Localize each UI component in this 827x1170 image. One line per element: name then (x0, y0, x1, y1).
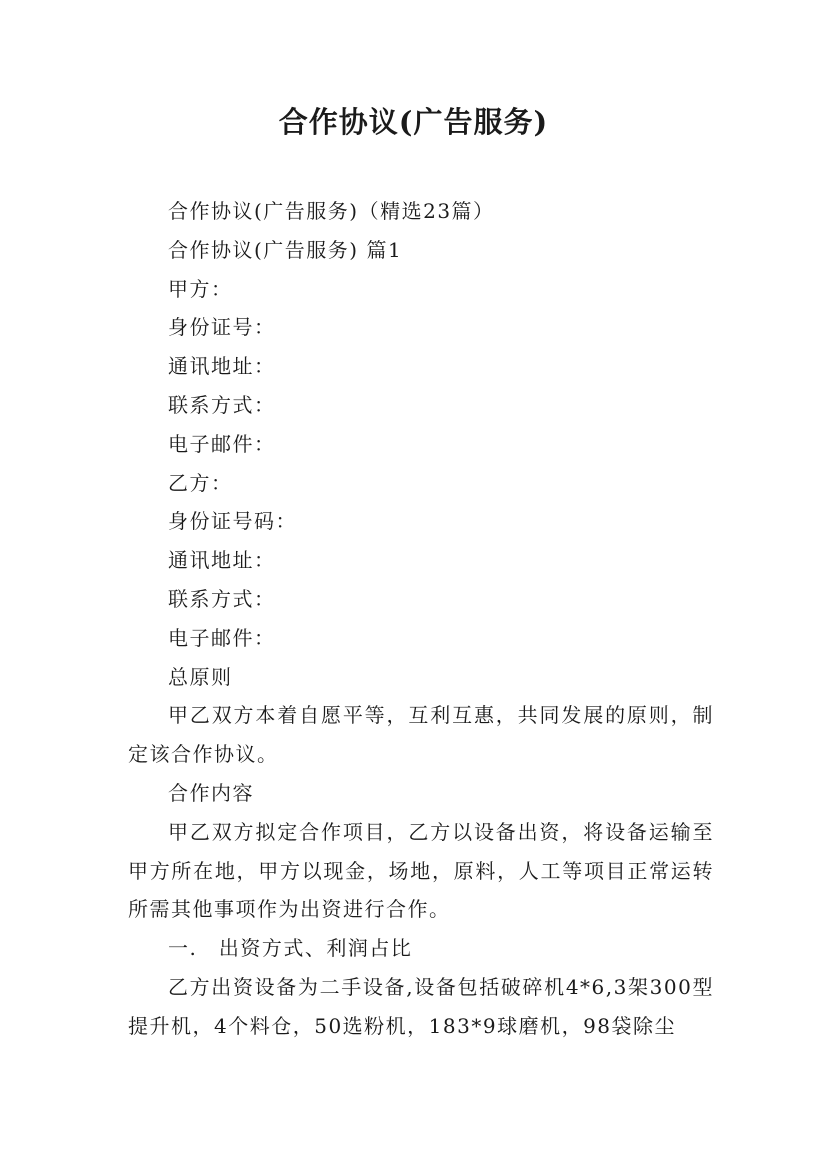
party-a-contact: 联系方式： (168, 392, 276, 417)
paragraph-section-1: 合作协议(广告服务) 篇1 (168, 237, 403, 262)
paragraph-principles: 甲乙双方本着自愿平等，互利互惠，共同发展的原则，制定该合作协议。 (128, 703, 714, 767)
heading-general-principles: 总原则 (168, 664, 233, 689)
party-a-address: 通讯地址： (168, 354, 276, 379)
party-b-id-number: 身份证号码： (168, 509, 297, 534)
paragraph-intro: 合作协议(广告服务)（精选23篇） (168, 199, 495, 223)
party-a-label: 甲方： (168, 276, 233, 301)
paragraph-cooperation: 甲乙双方拟定合作项目，乙方以设备出资，将设备运输至甲方所在地，甲方以现金，场地，原料，人工等项目正常运转所需其他事项作为出资进行合作。 (128, 819, 714, 922)
party-b-email: 电子邮件： (168, 625, 276, 650)
heading-investment-method: 一. 出资方式、利润占比 (168, 936, 413, 961)
party-b-label: 乙方： (168, 470, 233, 495)
heading-cooperation-content: 合作内容 (168, 780, 254, 805)
party-b-contact: 联系方式： (168, 586, 276, 611)
party-b-address: 通讯地址： (168, 548, 276, 573)
party-a-id-number: 身份证号： (168, 315, 276, 340)
paragraph-equipment: 乙方出资设备为二手设备,设备包括破碎机4*6,3架300型提升机，4个料仓，50选粉机，183*9球磨机，98袋除尘 (128, 974, 714, 1038)
document-title: 合作协议(广告服务) (278, 105, 549, 139)
document-body (128, 192, 714, 1046)
party-a-email: 电子邮件： (168, 431, 276, 456)
